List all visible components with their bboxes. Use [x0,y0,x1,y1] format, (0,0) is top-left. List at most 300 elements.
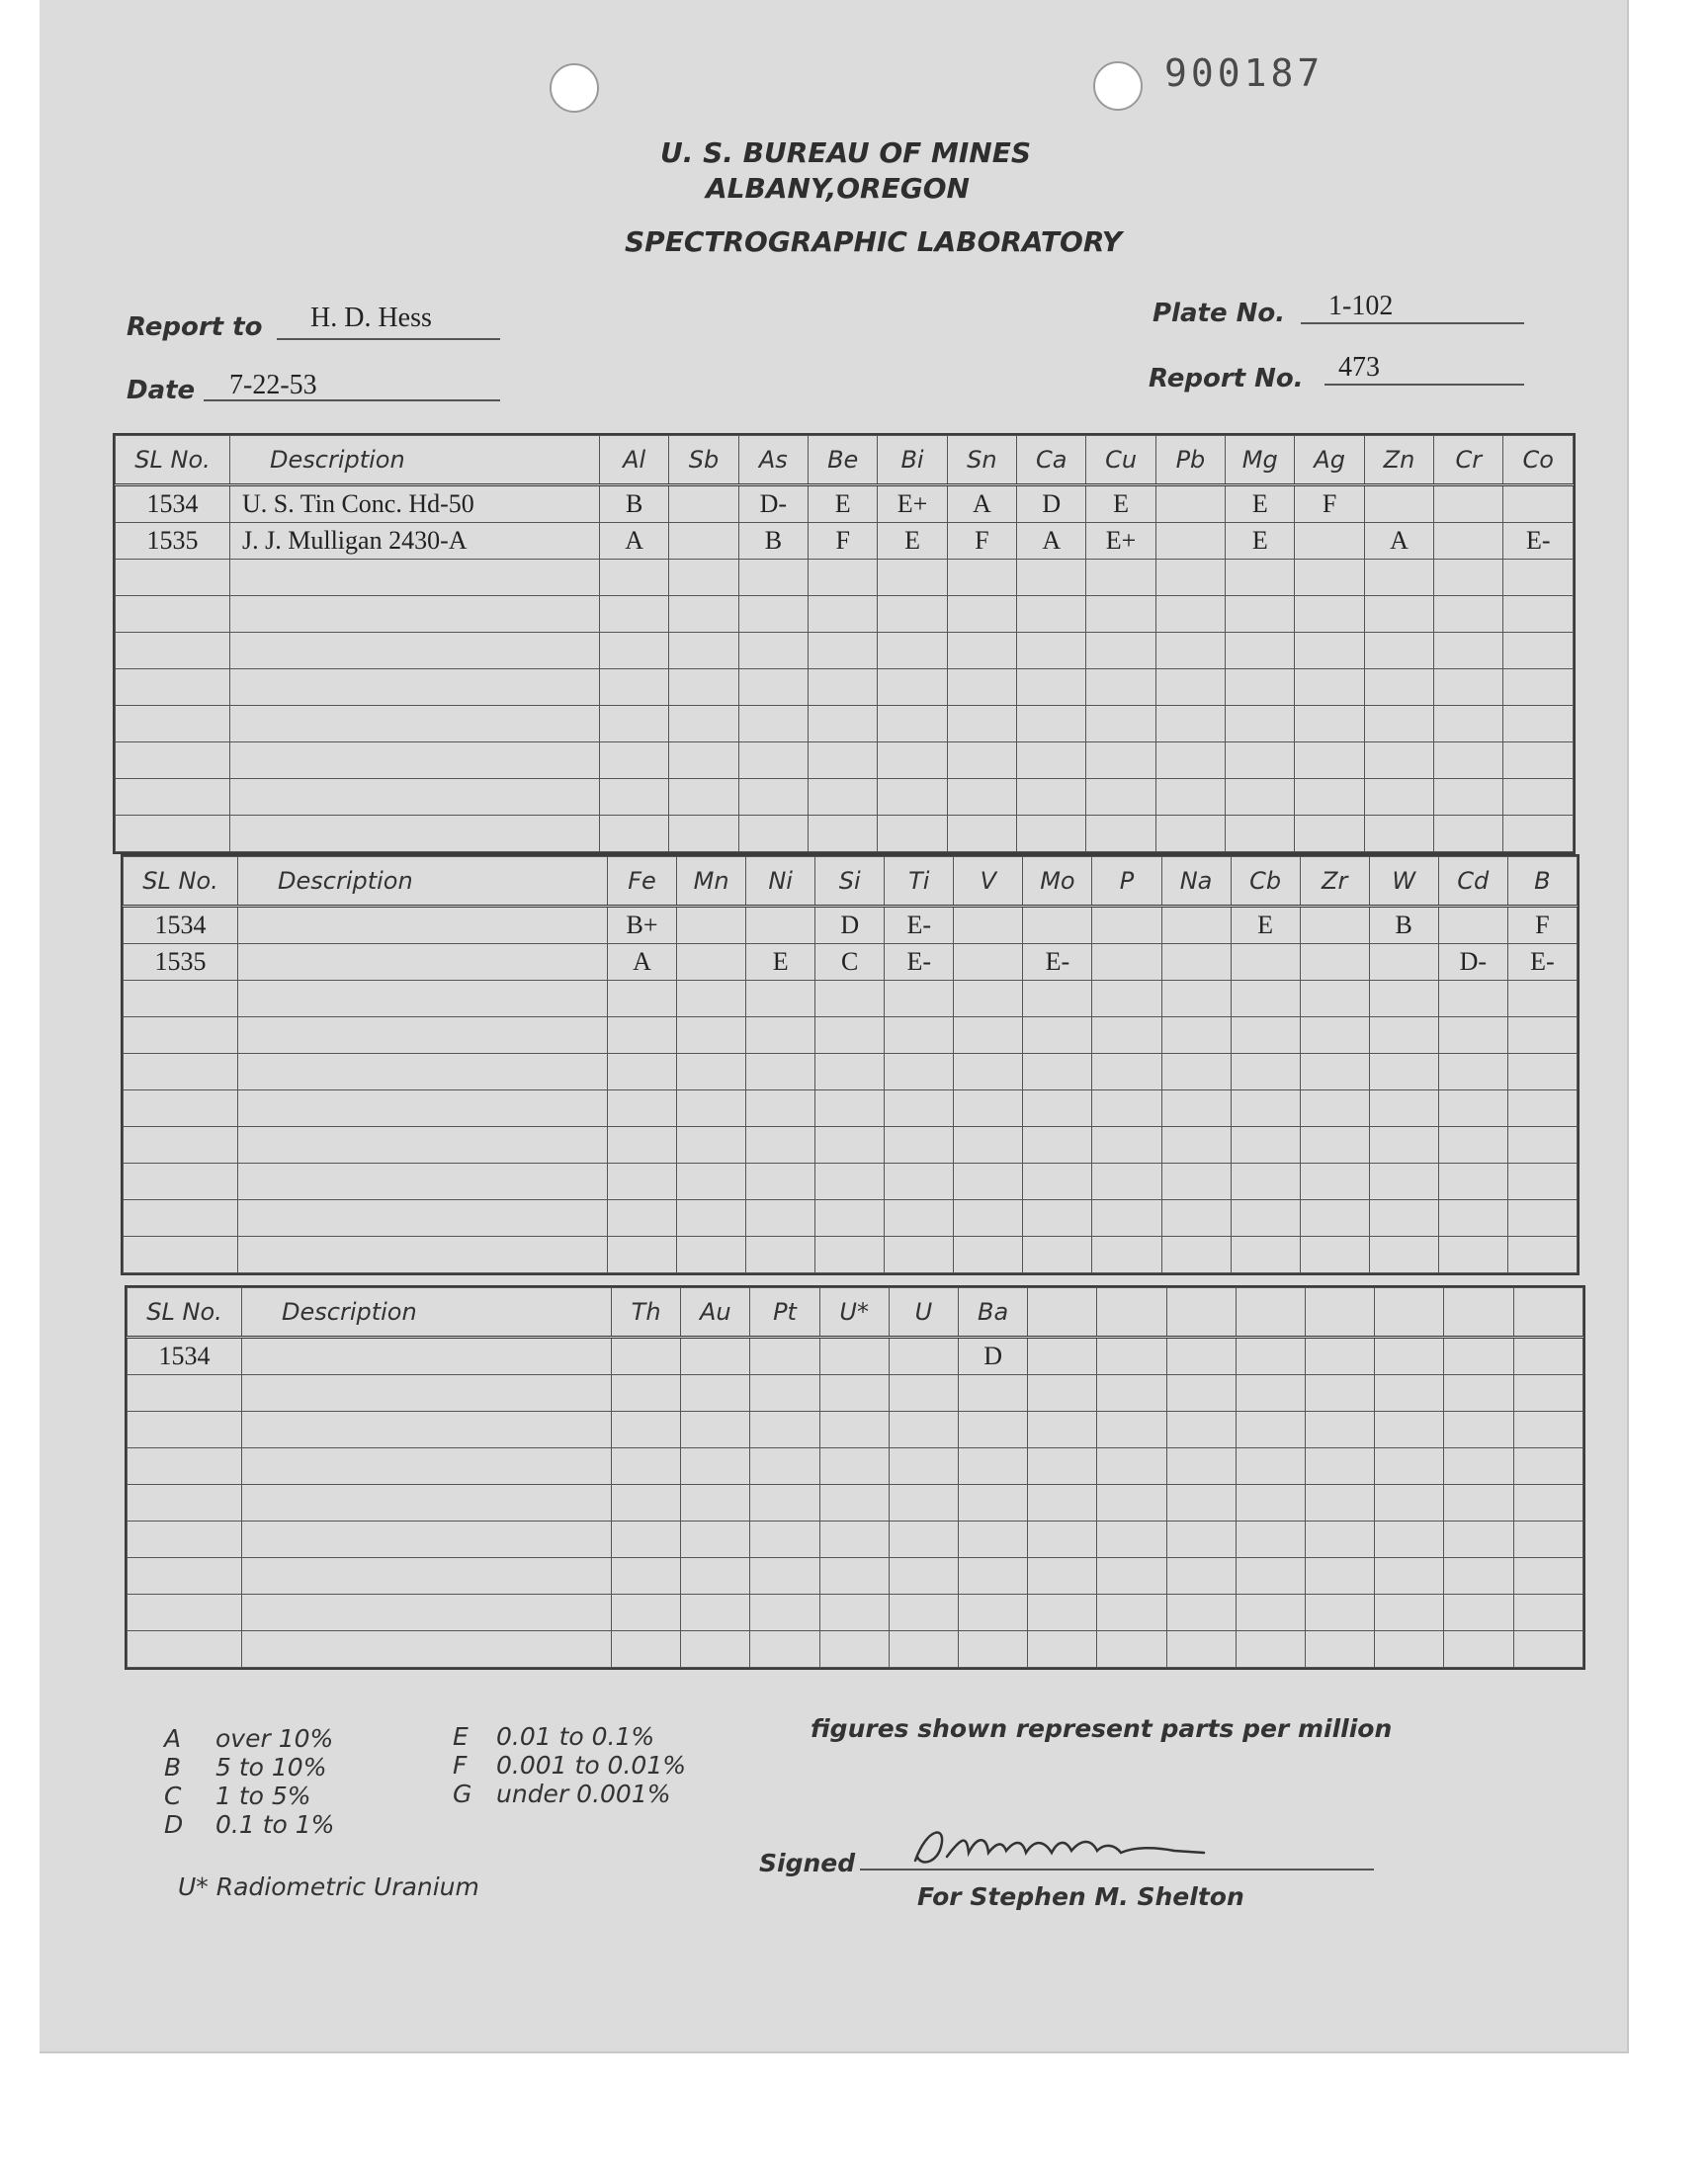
header-element [1166,1288,1236,1338]
empty-cell [608,1200,677,1237]
header-element: Al [600,436,669,485]
legend-row: C 1 to 5% [164,1782,311,1810]
empty-cell [124,1127,238,1164]
empty-cell [238,1017,608,1054]
grade-cell: E [809,485,878,523]
empty-cell [954,1237,1023,1273]
empty-cell [1364,669,1433,706]
empty-cell [738,706,808,742]
empty-cell [954,1164,1023,1200]
grade-cell [681,1338,750,1375]
empty-cell [1369,1090,1438,1127]
empty-cell [238,1200,608,1237]
grade-cell: E+ [1086,523,1155,560]
empty-cell [116,596,230,633]
grade-cell: B+ [608,907,677,944]
table-header-row [116,436,1574,485]
empty-cell [878,742,947,779]
empty-cell [947,816,1016,852]
empty-row [116,633,1574,669]
empty-cell [1017,633,1086,669]
empty-cell [885,1054,954,1090]
empty-cell [1507,981,1577,1017]
empty-cell [677,981,746,1017]
report-no-value: 473 [1338,352,1380,383]
empty-cell [1438,1090,1507,1127]
empty-cell [681,1485,750,1522]
empty-cell [1364,706,1433,742]
empty-cell [1226,596,1295,633]
empty-cell [1236,1485,1305,1522]
empty-row [124,981,1578,1017]
empty-cell [1231,1090,1300,1127]
empty-cell [1086,596,1155,633]
empty-cell [819,1485,889,1522]
description-cell [238,944,608,981]
grade-cell: E- [1507,944,1577,981]
header-element: W [1369,857,1438,907]
grade-cell [1438,907,1507,944]
empty-cell [1438,1017,1507,1054]
empty-cell [1295,742,1364,779]
header-element: Au [681,1288,750,1338]
empty-cell [889,1595,958,1631]
empty-cell [669,596,738,633]
empty-cell [746,1164,815,1200]
empty-cell [1295,669,1364,706]
grade-cell [677,944,746,981]
empty-cell [1375,1631,1444,1668]
empty-cell [124,1237,238,1273]
empty-cell [669,706,738,742]
grade-cell [1166,1338,1236,1375]
empty-cell [1507,1090,1577,1127]
empty-row [124,1127,1578,1164]
empty-cell [1300,1237,1369,1273]
empty-cell [1503,669,1574,706]
empty-cell [677,1164,746,1200]
empty-cell [1513,1522,1582,1558]
description-cell: U. S. Tin Conc. Hd-50 [230,485,600,523]
empty-cell [1023,1090,1092,1127]
header-element: Si [815,857,885,907]
empty-cell [1161,1164,1231,1200]
empty-cell [815,981,885,1017]
empty-cell [954,1127,1023,1164]
empty-row [124,1090,1578,1127]
empty-cell [116,742,230,779]
empty-cell [1513,1412,1582,1448]
empty-cell [1236,1631,1305,1668]
empty-cell [815,1017,885,1054]
grade-cell [954,944,1023,981]
report-no-underline [1324,384,1524,386]
ppm-note: figures shown represent parts per million [811,1714,1393,1743]
empty-cell [1503,816,1574,852]
empty-cell [1513,1485,1582,1522]
empty-cell [815,1164,885,1200]
empty-row [128,1558,1583,1595]
empty-cell [612,1558,681,1595]
empty-cell [750,1558,819,1595]
empty-cell [885,1164,954,1200]
empty-cell [612,1522,681,1558]
empty-cell [1023,1127,1092,1164]
empty-cell [1513,1375,1582,1412]
empty-cell [750,1631,819,1668]
header-location: ALBANY,OREGON [706,172,970,205]
header-element: Ag [1295,436,1364,485]
empty-cell [1023,981,1092,1017]
empty-row [116,779,1574,816]
empty-cell [1161,1200,1231,1237]
empty-cell [238,1237,608,1273]
empty-cell [1161,1017,1231,1054]
header-element: P [1092,857,1161,907]
empty-cell [1231,1164,1300,1200]
empty-cell [124,1017,238,1054]
empty-cell [1017,596,1086,633]
empty-cell [230,560,600,596]
empty-cell [878,706,947,742]
empty-cell [124,1090,238,1127]
empty-cell [746,1237,815,1273]
empty-cell [1306,1448,1375,1485]
header-element: As [738,436,808,485]
empty-row [128,1522,1583,1558]
empty-cell [128,1412,242,1448]
description-cell [242,1338,612,1375]
empty-cell [1300,1200,1369,1237]
empty-cell [815,1127,885,1164]
legend-row: A over 10% [164,1724,334,1753]
grade-cell [1161,944,1231,981]
grade-cell [1444,1338,1513,1375]
empty-cell [1086,742,1155,779]
element-table-1 [113,433,1576,854]
empty-cell [746,1054,815,1090]
empty-cell [1092,1017,1161,1054]
description-cell [238,907,608,944]
header-element: Cb [1231,857,1300,907]
empty-cell [238,1090,608,1127]
grade-cell [1300,907,1369,944]
empty-cell [669,560,738,596]
grade-cell [1434,485,1503,523]
empty-cell [1507,1237,1577,1273]
grade-cell [1097,1338,1166,1375]
grade-cell: A [947,485,1016,523]
empty-cell [1097,1448,1166,1485]
empty-cell [1092,1200,1161,1237]
empty-cell [1226,779,1295,816]
empty-cell [1434,706,1503,742]
empty-cell [681,1412,750,1448]
empty-cell [1444,1522,1513,1558]
empty-cell [738,633,808,669]
grade-cell: F [947,523,1016,560]
date-underline [204,399,500,401]
empty-cell [885,1200,954,1237]
grade-cell: F [1507,907,1577,944]
empty-cell [1375,1595,1444,1631]
grade-cell [1369,944,1438,981]
empty-cell [1300,1164,1369,1200]
empty-cell [819,1412,889,1448]
empty-cell [128,1595,242,1631]
empty-cell [1236,1522,1305,1558]
empty-cell [116,560,230,596]
empty-cell [1513,1448,1582,1485]
empty-cell [669,742,738,779]
header-element: Ba [959,1288,1028,1338]
grade-cell: E- [1023,944,1092,981]
report-to-value: H. D. Hess [310,303,432,333]
empty-cell [959,1522,1028,1558]
empty-cell [1086,669,1155,706]
empty-cell [1092,981,1161,1017]
empty-cell [1364,779,1433,816]
empty-cell [746,1127,815,1164]
empty-cell [815,1090,885,1127]
empty-cell [889,1631,958,1668]
empty-cell [1017,560,1086,596]
empty-cell [612,1485,681,1522]
legend-row: E 0.01 to 0.1% [453,1722,655,1751]
empty-cell [608,1090,677,1127]
header-element: Sn [947,436,1016,485]
grade-cell [1023,907,1092,944]
element-table-2 [121,854,1580,1275]
empty-cell [959,1375,1028,1412]
empty-cell [878,596,947,633]
empty-cell [815,1054,885,1090]
empty-cell [1295,779,1364,816]
grade-cell: D [1017,485,1086,523]
empty-row [116,742,1574,779]
empty-cell [242,1375,612,1412]
grade-cell: A [608,944,677,981]
header-element: Bi [878,436,947,485]
empty-cell [1444,1631,1513,1668]
empty-cell [1369,1017,1438,1054]
empty-cell [1300,1017,1369,1054]
empty-cell [947,669,1016,706]
empty-cell [1023,1054,1092,1090]
description-cell: J. J. Mulligan 2430-A [230,523,600,560]
empty-cell [1300,1127,1369,1164]
header-element: Pt [750,1288,819,1338]
empty-cell [1503,742,1574,779]
empty-cell [738,742,808,779]
header-element: Fe [608,857,677,907]
empty-cell [1086,816,1155,852]
grade-cell [1161,907,1231,944]
empty-cell [1295,706,1364,742]
empty-cell [1375,1412,1444,1448]
empty-cell [612,1595,681,1631]
empty-row [124,1200,1578,1237]
empty-cell [738,596,808,633]
empty-cell [1097,1412,1166,1448]
grade-cell: D- [1438,944,1507,981]
empty-cell [1231,1200,1300,1237]
empty-row [116,669,1574,706]
empty-cell [1434,779,1503,816]
date-value: 7-22-53 [229,370,317,400]
empty-cell [1092,1164,1161,1200]
header-element: Pb [1155,436,1225,485]
empty-cell [954,1054,1023,1090]
grade-cell [1155,523,1225,560]
empty-cell [1092,1237,1161,1273]
header-element: Mg [1226,436,1295,485]
empty-cell [750,1522,819,1558]
empty-cell [1503,633,1574,669]
header-element: U [889,1288,958,1338]
empty-cell [608,1127,677,1164]
empty-cell [1438,1200,1507,1237]
grade-cell: E- [1503,523,1574,560]
empty-cell [1226,560,1295,596]
table-row [116,485,1574,523]
empty-cell [677,1200,746,1237]
grade-cell: B [600,485,669,523]
empty-cell [1166,1375,1236,1412]
legend-row: F 0.001 to 0.01% [453,1751,686,1780]
legend-row: B 5 to 10% [164,1753,327,1782]
empty-cell [612,1631,681,1668]
empty-cell [1306,1485,1375,1522]
empty-cell [242,1558,612,1595]
empty-cell [1226,669,1295,706]
empty-cell [1438,981,1507,1017]
header-element: Zr [1300,857,1369,907]
empty-cell [1375,1522,1444,1558]
grade-cell [746,907,815,944]
empty-cell [1086,779,1155,816]
empty-row [124,1237,1578,1273]
grade-cell [889,1338,958,1375]
empty-cell [1503,560,1574,596]
empty-cell [889,1558,958,1595]
empty-cell [124,1054,238,1090]
empty-cell [230,816,600,852]
empty-cell [1434,560,1503,596]
empty-cell [815,1200,885,1237]
empty-cell [819,1375,889,1412]
grade-cell: E- [885,907,954,944]
grade-cell: D [959,1338,1028,1375]
empty-cell [1028,1558,1097,1595]
empty-cell [1097,1375,1166,1412]
header-element: Co [1503,436,1574,485]
grade-cell [612,1338,681,1375]
header-sl-no: SL No. [116,436,230,485]
empty-row [128,1631,1583,1668]
empty-cell [750,1485,819,1522]
table-row [124,944,1578,981]
grade-cell: D [815,907,885,944]
empty-cell [1023,1164,1092,1200]
report-to-underline [277,338,500,340]
empty-cell [677,1017,746,1054]
empty-cell [1023,1237,1092,1273]
empty-cell [1092,1090,1161,1127]
uranium-note: U* Radiometric Uranium [178,1872,479,1901]
header-element [1028,1288,1097,1338]
empty-cell [889,1448,958,1485]
table-header-row [128,1288,1583,1338]
empty-cell [1513,1631,1582,1668]
empty-cell [1155,596,1225,633]
empty-cell [242,1412,612,1448]
header-element: Th [612,1288,681,1338]
empty-cell [1369,1054,1438,1090]
legend-row: D 0.1 to 1% [164,1810,335,1839]
handwritten-signature [907,1817,1234,1876]
legend-row: G under 0.001% [453,1780,671,1808]
empty-cell [1306,1631,1375,1668]
empty-cell [1369,1200,1438,1237]
empty-cell [815,1237,885,1273]
grade-cell [669,485,738,523]
header-sl-no: SL No. [128,1288,242,1338]
grade-cell [819,1338,889,1375]
header-element [1097,1288,1166,1338]
header-element: Ca [1017,436,1086,485]
empty-cell [242,1522,612,1558]
empty-cell [238,1054,608,1090]
empty-cell [1364,633,1433,669]
grade-cell: B [738,523,808,560]
grade-cell: C [815,944,885,981]
grade-cell: E [1226,523,1295,560]
empty-cell [889,1375,958,1412]
empty-cell [1166,1448,1236,1485]
empty-cell [1023,1017,1092,1054]
empty-cell [242,1485,612,1522]
empty-cell [1438,1237,1507,1273]
header-description: Description [230,436,600,485]
empty-cell [1369,1237,1438,1273]
empty-cell [947,742,1016,779]
empty-cell [238,981,608,1017]
empty-cell [1444,1595,1513,1631]
empty-cell [1507,1017,1577,1054]
empty-cell [889,1412,958,1448]
empty-cell [1017,779,1086,816]
header-element: Zn [1364,436,1433,485]
header-agency: U. S. BUREAU OF MINES [660,136,1032,169]
empty-cell [128,1448,242,1485]
empty-cell [612,1448,681,1485]
grade-cell [1375,1338,1444,1375]
empty-cell [677,1127,746,1164]
grade-cell [1092,907,1161,944]
empty-cell [1028,1595,1097,1631]
grade-cell [677,907,746,944]
empty-cell [230,596,600,633]
header-element: Mn [677,857,746,907]
empty-cell [116,669,230,706]
empty-cell [746,1200,815,1237]
grade-cell: A [1364,523,1433,560]
header-element: Ti [885,857,954,907]
empty-cell [1231,1054,1300,1090]
sl-number-cell: 1535 [116,523,230,560]
empty-cell [1438,1054,1507,1090]
